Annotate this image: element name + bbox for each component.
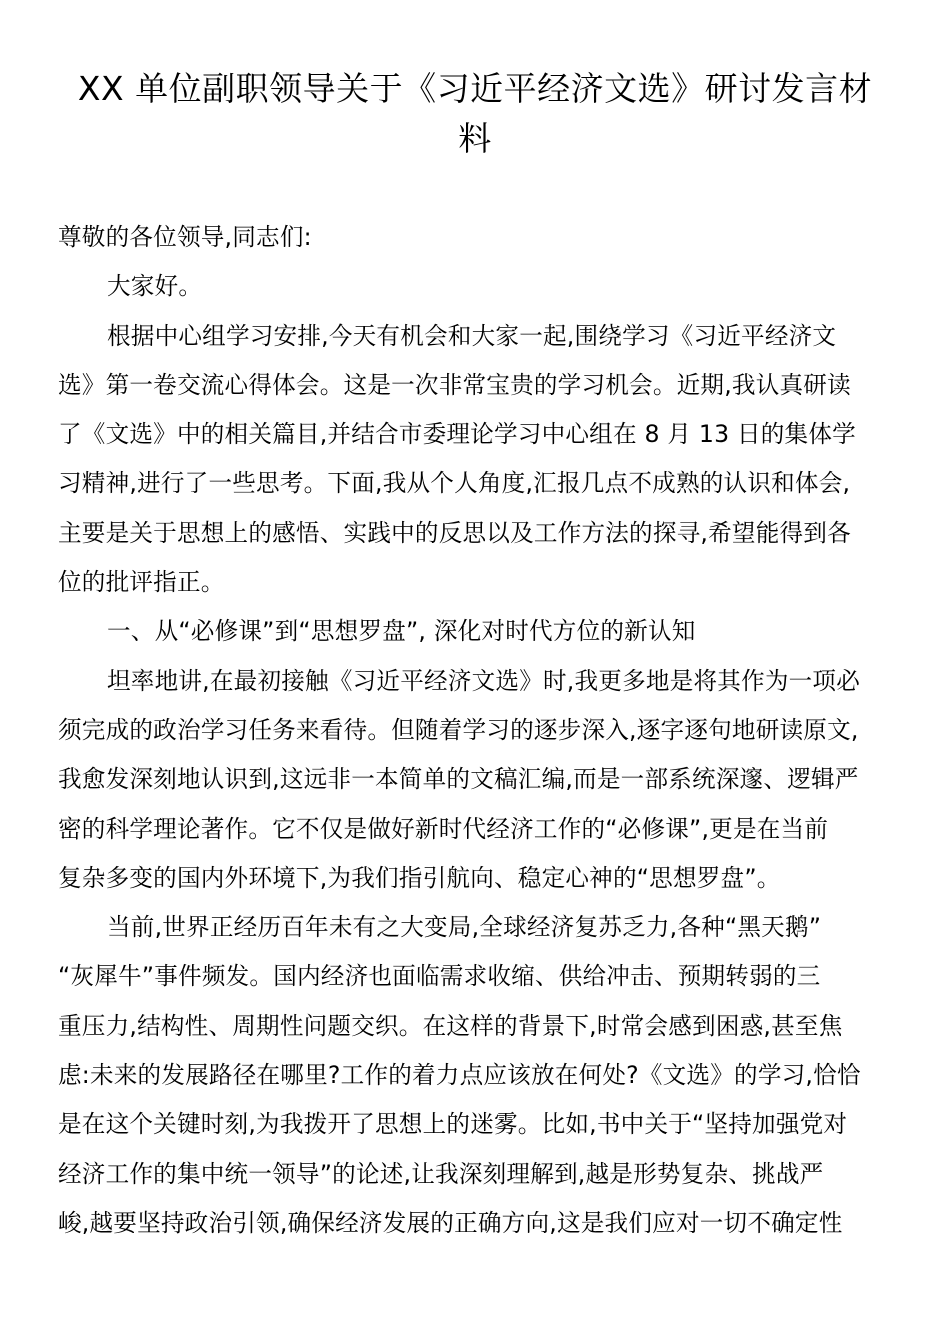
- text-line: 大家好。: [107, 272, 203, 301]
- text-line: 密的科学理论著作。它不仅是做好新时代经济工作的“必修课”,更是在当前: [58, 814, 829, 843]
- text-line: 习精神,进行了一些思考。下面,我从个人角度,汇报几点不成熟的认识和体会,: [58, 469, 851, 498]
- text-line: 峻,越要坚持政治引领,确保经济发展的正确方向,这是我们应对一切不确定性: [58, 1208, 843, 1237]
- text-line: 当前,世界正经历百年未有之大变局,全球经济复苏乏力,各种“黑天鹅”: [107, 913, 822, 942]
- text-line: 位的批评指正。: [58, 568, 225, 597]
- text-line: 复杂多变的国内外环境下,为我们指引航向、稳定心神的“思想罗盘”。: [58, 863, 781, 892]
- text-line: 了《文选》中的相关篇目,并结合市委理论学习中心组在 8 月 13 日的集体学: [58, 420, 856, 449]
- text-line: 重压力,结构性、周期性问题交织。在这样的背景下,时常会感到困惑,甚至焦: [58, 1011, 843, 1040]
- text-line: 是在这个关键时刻,为我拨开了思想上的迷雾。比如,书中关于“坚持加强党对: [58, 1110, 848, 1139]
- text-line: 一、从“必修课”到“思想罗盘”, 深化对时代方位的新认知: [107, 617, 696, 646]
- text-line: 坦率地讲,在最初接触《习近平经济文选》时,我更多地是将其作为一项必: [107, 666, 861, 695]
- text-line: 经济工作的集中统一领导”的论述,让我深刻理解到,越是形势复杂、挑战严: [58, 1159, 824, 1188]
- document-page: [58, 0, 892, 1237]
- text-line: 选》第一卷交流心得体会。这是一次非常宝贵的学习机会。近期,我认真研读: [58, 370, 851, 399]
- title-line-2: 料: [458, 119, 492, 158]
- text-line: 虑:未来的发展路径在哪里?工作的着力点应该放在何处?《文选》的学习,恰恰: [58, 1061, 861, 1090]
- text-line: 根据中心组学习安排,今天有机会和大家一起,围绕学习《习近平经济文: [107, 321, 837, 350]
- text-line: 须完成的政治学习任务来看待。但随着学习的逐步深入,逐字逐句地研读原文,: [58, 715, 859, 744]
- document-title: [58, 0, 892, 164]
- text-line: 尊敬的各位领导,同志们:: [58, 223, 312, 251]
- document-body: [58, 222, 892, 1257]
- text-line: 主要是关于思想上的感悟、实践中的反思以及工作方法的探寻,希望能得到各: [58, 518, 851, 547]
- text-line: “灰犀牛”事件频发。国内经济也面临需求收缩、供给冲击、预期转弱的三: [58, 962, 821, 991]
- text-line: 我愈发深刻地认识到,这远非一本简单的文稿汇编,而是一部系统深邃、逻辑严: [58, 765, 859, 794]
- title-line-1: XX 单位副职领导关于《习近平经济文选》研讨发言材: [77, 69, 873, 108]
